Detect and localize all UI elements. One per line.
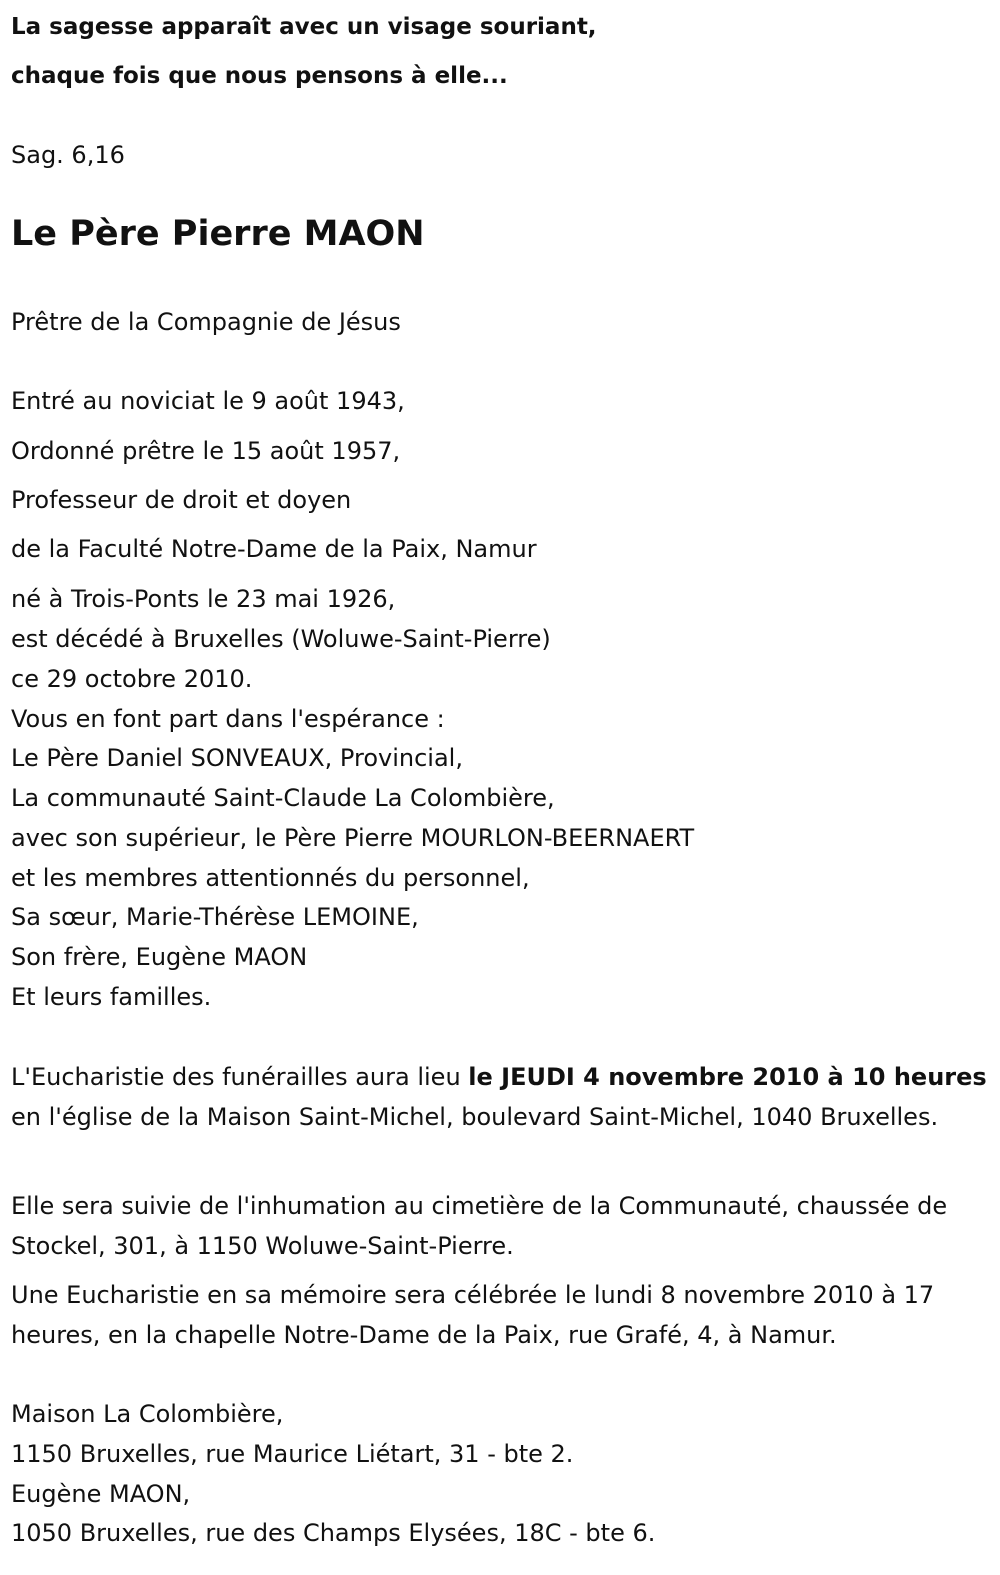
deceased-role: Prêtre de la Compagnie de Jésus: [11, 308, 401, 336]
career-line: Professeur de droit et doyen: [11, 486, 352, 514]
announcement-line: Sa sœur, Marie-Thérèse LEMOINE,: [11, 903, 419, 931]
career-line: de la Faculté Notre-Dame de la Paix, Namur: [11, 535, 537, 563]
announcement-line: La communauté Saint-Claude La Colombière,: [11, 784, 555, 812]
funeral-date: le JEUDI 4 novembre 2010 à 10 heures: [468, 1063, 987, 1091]
career-line: Entré au noviciat le 9 août 1943,: [11, 387, 405, 415]
announcement-line: avec son supérieur, le Père Pierre MOURLON-BEERNAERT: [11, 824, 695, 852]
address-line: Eugène MAON,: [11, 1480, 191, 1508]
announcement-line: né à Trois-Ponts le 23 mai 1926,: [11, 585, 396, 613]
address-line: Maison La Colombière,: [11, 1400, 284, 1428]
epigraph-reference: Sag. 6,16: [11, 141, 125, 169]
address-line: 1150 Bruxelles, rue Maurice Liétart, 31 - bte 2.: [11, 1440, 574, 1468]
announcement-line: et les membres attentionnés du personnel,: [11, 864, 530, 892]
career-line: Ordonné prêtre le 15 août 1957,: [11, 437, 401, 465]
announcement-line: est décédé à Bruxelles (Woluwe-Saint-Pierre): [11, 625, 551, 653]
announcement-line: Son frère, Eugène MAON: [11, 943, 308, 971]
announcement-line: Vous en font part dans l'espérance :: [11, 705, 445, 733]
funeral-intro: L'Eucharistie des funérailles aura lieu: [11, 1063, 469, 1091]
memorial-paragraph: Une Eucharistie en sa mémoire sera célébrée le lundi 8 novembre 2010 à 17 heures, en la chapelle Notre-Dame de la Paix, rue Grafé, 4, à Namur.: [11, 1281, 935, 1349]
burial-paragraph: Elle sera suivie de l'inhumation au cimetière de la Communauté, chaussée de Stockel, 301, à 1150 Woluwe-Saint-Pierre.: [11, 1192, 948, 1260]
announcement-line: Le Père Daniel SONVEAUX, Provincial,: [11, 744, 463, 772]
funeral-paragraph: [11, 1057, 989, 1137]
epigraph-line-1: La sagesse apparaît avec un visage souriant,: [11, 14, 597, 40]
funeral-location: en l'église de la Maison Saint-Michel, boulevard Saint-Michel, 1040 Bruxelles.: [11, 1103, 939, 1131]
announcement-line: Et leurs familles.: [11, 983, 212, 1011]
deceased-name: Le Père Pierre MAON: [11, 214, 425, 254]
epigraph-line-2: chaque fois que nous pensons à elle...: [11, 63, 508, 89]
address-line: 1050 Bruxelles, rue des Champs Elysées, 18C - bte 6.: [11, 1519, 656, 1547]
announcement-line: ce 29 octobre 2010.: [11, 665, 253, 693]
